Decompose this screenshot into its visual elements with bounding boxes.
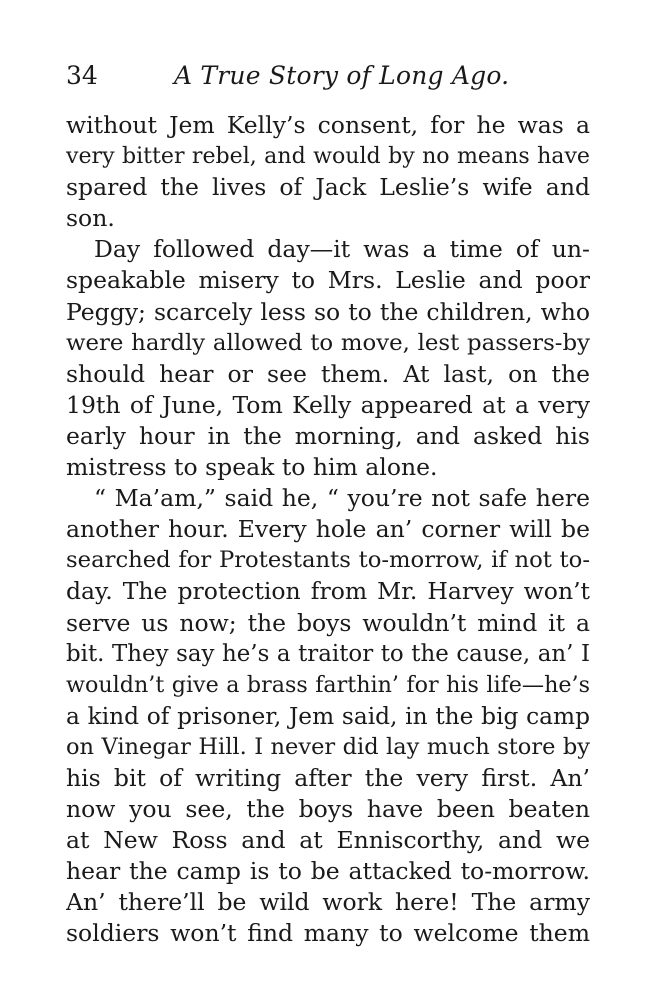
text-line: day. The protection from Mr. Harvey won’t xyxy=(66,577,590,606)
body-text xyxy=(66,110,590,950)
text-line: on Vinegar Hill. I never did lay much store by xyxy=(66,733,590,760)
text-line: Day followed day—it was a time of un- xyxy=(94,235,590,264)
text-line: son. xyxy=(66,204,115,233)
text-line: a kind of prisoner, Jem said, in the big camp xyxy=(66,702,590,730)
text-line: 19th of June, Tom Kelly appeared at a very xyxy=(66,390,590,419)
text-line: without Jem Kelly’s consent, for he was a xyxy=(66,111,590,139)
text-line: “ Ma’am,” said he, “ you’re not safe here xyxy=(94,484,590,513)
running-head xyxy=(66,56,590,96)
text-line: speakable misery to Mrs. Leslie and poor xyxy=(66,266,590,295)
text-line: spared the lives of Jack Leslie’s wife and xyxy=(66,173,590,202)
text-line: were hardly allowed to move, lest passers-by xyxy=(66,329,590,356)
text-line: should hear or see them. At last, on the xyxy=(66,359,590,388)
text-line: bit. They say he’s a traitor to the cause, an’ I xyxy=(66,640,590,667)
text-line: wouldn’t give a brass farthin’ for his life—he’s xyxy=(66,671,590,698)
text-line: An’ there’ll be wild work here! The army xyxy=(66,888,590,917)
text-line: very bitter rebel, and would by no means have xyxy=(66,143,590,170)
text-line: soldiers won’t find many to welcome them xyxy=(66,919,590,948)
running-title: A True Story of Long Ago. xyxy=(174,61,510,90)
text-line: searched for Protestants to-morrow, if not to- xyxy=(66,547,590,574)
text-line: serve us now; the boys wouldn’t mind it a xyxy=(66,608,590,637)
text-line: hear the camp is to be attacked to-morrow. xyxy=(66,857,590,886)
text-line: at New Ross and at Enniscorthy, and we xyxy=(66,826,590,855)
book-page xyxy=(66,56,590,950)
text-line: now you see, the boys have been beaten xyxy=(66,795,590,824)
text-line: another hour. Every hole an’ corner will be xyxy=(66,515,590,544)
page-number: 34 xyxy=(66,61,98,90)
text-line: mistress to speak to him alone. xyxy=(66,453,438,482)
text-line: his bit of writing after the very first. An’ xyxy=(66,763,590,792)
text-line: early hour in the morning, and asked his xyxy=(66,421,590,450)
text-line: Peggy; scarcely less so to the children, who xyxy=(66,297,590,326)
